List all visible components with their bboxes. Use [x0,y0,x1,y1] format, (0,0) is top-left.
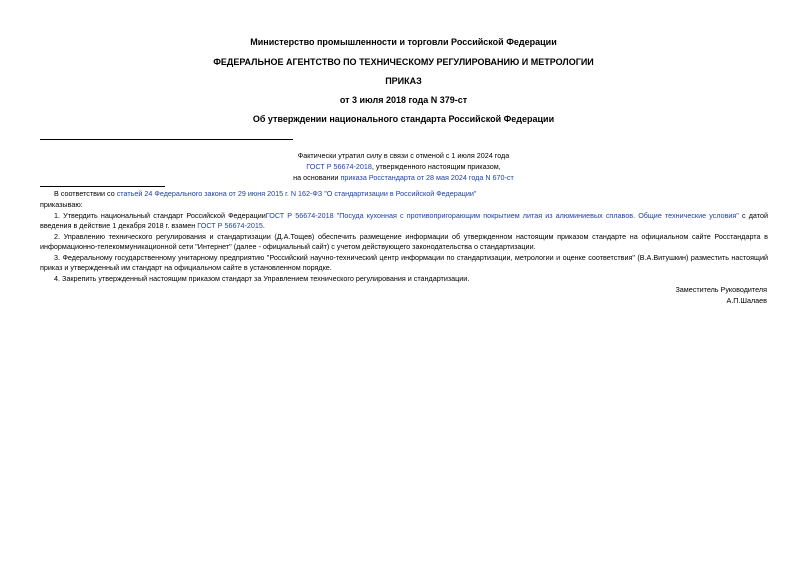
order-word: приказываю: [40,200,83,209]
ministry-heading: Министерство промышленности и торговли Российской Федерации [250,37,557,47]
status-note-line2 [0,162,807,171]
item-1-line2 [40,221,768,231]
document-date-number: от 3 июля 2018 года N 379-ст [339,95,468,105]
document-subject: Об утверждении национального стандарта Российской Федерации [252,114,555,124]
agency-heading: ФЕДЕРАЛЬНОЕ АГЕНТСТВО ПО ТЕХНИЧЕСКОМУ РЕГУЛИРОВАНИЮ И МЕТРОЛОГИИ [213,57,594,67]
item-4: 4. Закрепить утвержденный настоящим приказом стандарт за Управлением технического регулирования и стандартизации. [54,274,470,283]
gost-2015-link[interactable]: ГОСТ Р 56674-2015 [197,221,263,230]
item-3-line2: приказ и утвержденный им стандарт на официальном сайте в установленном порядке. [40,263,332,272]
status-note-basis: на основании [293,173,341,182]
signature-position: Заместитель Руководителя [675,285,767,294]
signature-name: А.П.Шалаев [726,296,767,305]
item-1-text: 1. Утвердить национальный стандарт Российской Федерации [54,211,266,220]
item-2-line2: информационно-телекоммуникационной сети "Интернет" (далее - официальный сайт) с учетом действующего законодательства о стандартизации. [40,242,536,251]
item-1-end: . [262,221,265,230]
status-note-line1: Фактически утратил силу в связи с отменой с 1 июля 2024 года [297,151,510,160]
gost-2018-link[interactable]: ГОСТ Р 56674-2018 "Посуда кухонная с противопригорающим покрытием литая из алюминиевых сплавов. Общие технические условия" [265,211,739,220]
rosstandart-order-link[interactable]: приказа Росстандарта от 28 мая 2024 года N 670-ст [340,173,514,182]
status-note-line3 [0,173,807,182]
item-2-line1: 2. Управлению технического регулирования и стандартизации (Д.А.Тощев) обеспечить размещение информации об утвержденном настоящим приказом стандарте на официальном сайте Росстандарта в [54,232,768,241]
gost-link[interactable]: ГОСТ Р 56674-2018 [306,162,372,171]
preamble-text: В соответствии со [54,189,117,198]
document-type: ПРИКАЗ [385,76,422,86]
status-note-text: , утвержденного настоящим приказом, [371,162,501,171]
preamble [40,189,768,199]
item-3-line1: 3. Федеральному государственному унитарному предприятию "Российский научно-технический центр информации по стандартизации, метрологии и оценке соответствия" (В.А.Витушкин) разместить настоящий [54,253,768,262]
item-1-text-b: с датой [738,211,768,220]
item-1-text-c: введения в действие 1 декабря 2018 г. взамен [40,221,198,230]
federal-law-link[interactable]: статьей 24 Федерального закона от 29 июня 2015 г. N 162-ФЗ "О стандартизации в Российской Федерации" [116,189,477,198]
footnote-separator [40,186,165,187]
separator-line [40,139,293,140]
item-1-line1 [40,211,768,221]
